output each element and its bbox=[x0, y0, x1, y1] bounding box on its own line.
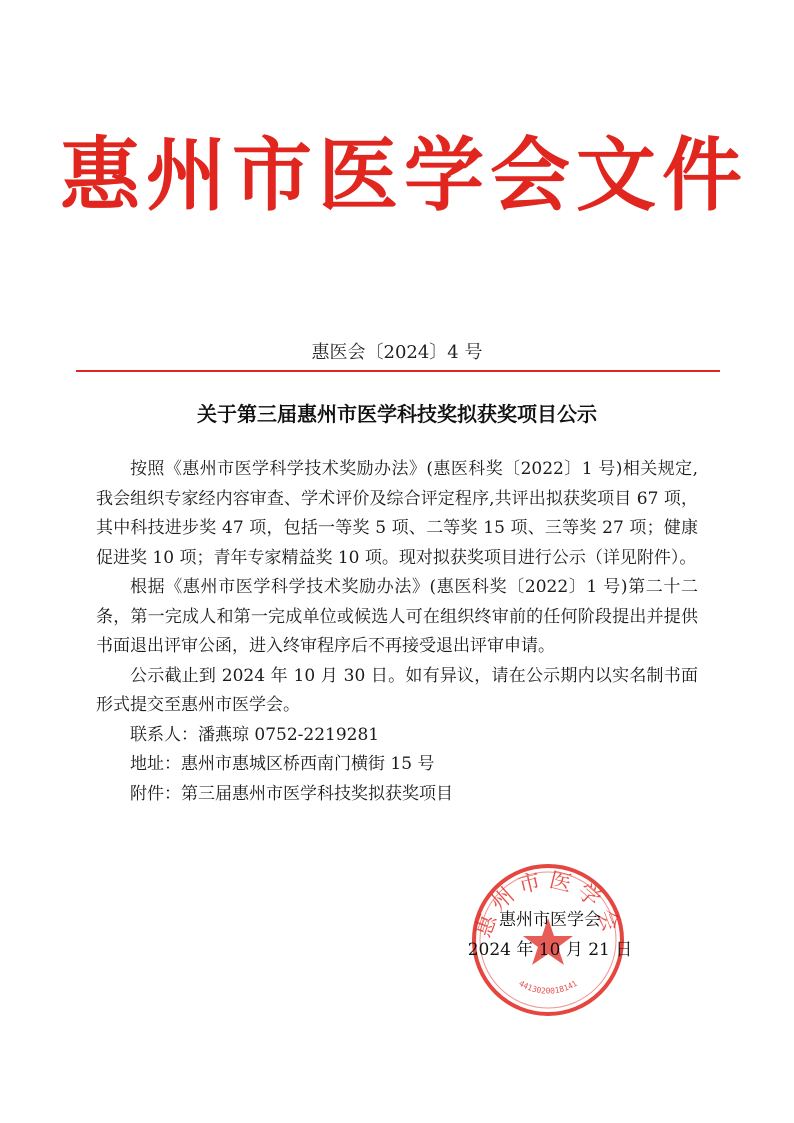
red-divider bbox=[76, 370, 720, 372]
seal-arc-text: 惠州市医学会 bbox=[471, 867, 625, 941]
notice-title: 关于第三届惠州市医学科技奖拟获奖项目公示 bbox=[197, 402, 597, 426]
body-paragraph-2: 根据《惠州市医学科学技术奖励办法》(惠医科奖〔2022〕1 号)第二十二条，第一完成人和第一完成单位或候选人可在组织终审前的任何阶段提出并提供书面退出评审公函，进入终审程序后不再接受退出评审申请。 bbox=[96, 577, 698, 656]
masthead-title: 惠州市医学会文件 bbox=[60, 128, 748, 222]
notice-body bbox=[96, 455, 698, 809]
body-paragraph-3: 公示截止到 2024 年 10 月 30 日。如有异议，请在公示期内以实名制书面形式提交至惠州市医学会。 bbox=[96, 665, 698, 715]
contact-line: 联系人：潘燕琼 0752-2219281 bbox=[130, 724, 380, 745]
attachment-line: 附件：第三届惠州市医学科技奖拟获奖项目 bbox=[130, 783, 453, 804]
seal-serial: 4413020018141 bbox=[517, 978, 579, 996]
signature-block bbox=[440, 905, 660, 965]
document-number: 惠医会〔2024〕4 号 bbox=[311, 342, 483, 363]
address-line: 地址：惠州市惠城区桥西南门横街 15 号 bbox=[130, 754, 435, 774]
signature-org: 惠州市医学会 bbox=[499, 910, 601, 930]
body-paragraph-1: 按照《惠州市医学科学技术奖励办法》(惠医科奖〔2022〕1 号)相关规定,我会组织专家经内容审查、学术评价及综合评定程序,共评出拟获奖项目 67 项，其中科技进步奖 47 项，包括一等奖 5 项、二等奖 15 项、三等奖 27 项；健康促进奖 10 项；青年专家精益奖 10 项。现对拟获奖项目进行公示（详见附件）。 bbox=[96, 459, 698, 568]
signature-date: 2024 年 10 月 21 日 bbox=[467, 940, 633, 960]
